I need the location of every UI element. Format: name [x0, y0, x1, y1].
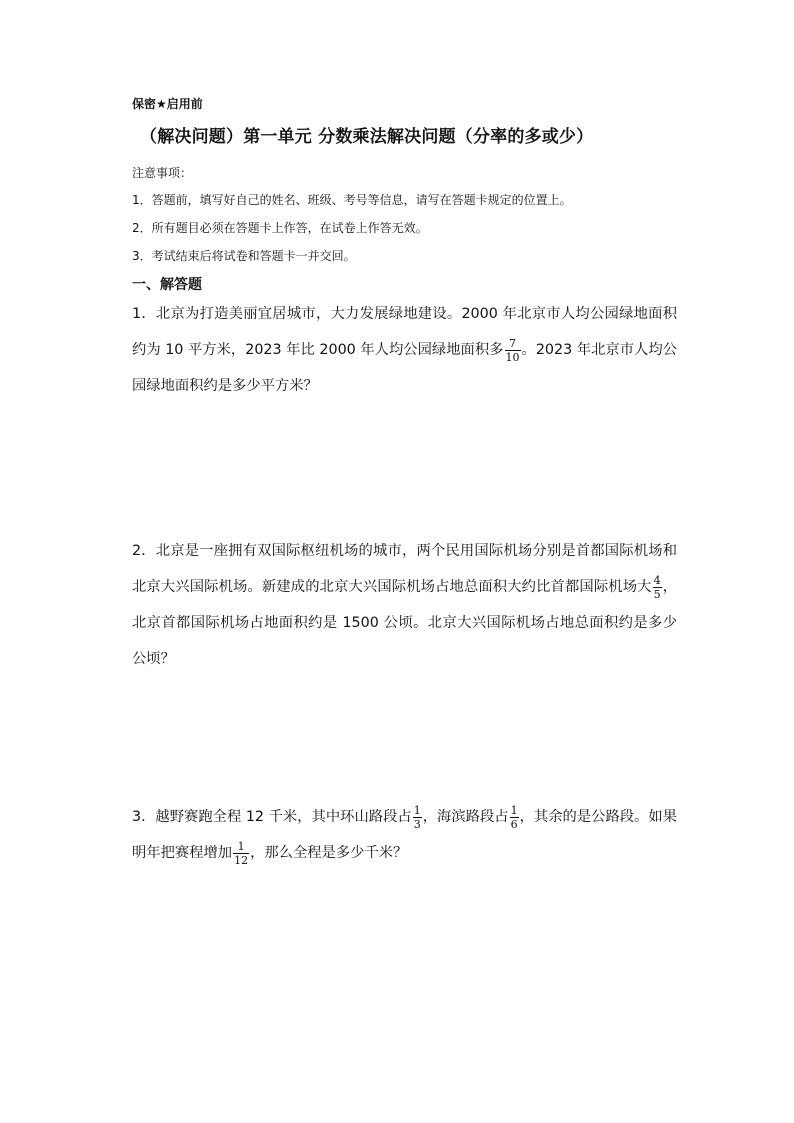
- page-title: （解决问题）第一单元 分数乘法解决问题（分率的多或少）: [140, 127, 594, 147]
- fraction-denominator: 10: [505, 350, 520, 364]
- notice-item-3: 3．考试结束后将试卷和答题卡一并交回。: [132, 249, 356, 263]
- fraction-denominator: 3: [413, 817, 421, 831]
- notice-item-2: 2．所有题目必须在答题卡上作答，在试卷上作答无效。: [132, 221, 428, 235]
- fraction-denominator: 5: [653, 587, 661, 601]
- question-2-text-b: ，北京首都国际机场占地面积约是 1500 公顷。北京大兴国际机场占地总面积约是多少公顷？: [132, 579, 678, 667]
- fraction-numerator: 7: [509, 336, 516, 350]
- question-3-text-b: ，海滨路段占: [422, 809, 509, 825]
- question-3-text-a: 3．越野赛跑全程 12 千米，其中环山路段占: [132, 809, 412, 825]
- question-2: [132, 533, 677, 677]
- fraction-numerator: 1: [413, 803, 421, 817]
- fraction-denominator: 12: [234, 853, 249, 867]
- question-1: [132, 296, 677, 404]
- question-3-text-d: ，那么全程是多少千米？: [250, 845, 408, 861]
- notice-item-1: 1．答题前，填写好自己的姓名、班级、考号等信息，请写在答题卡规定的位置上。: [132, 193, 572, 207]
- question-1-text-b: 。2023 年北京市人均公园绿地面积约是多少平方米？: [132, 342, 677, 394]
- question-2-text-a: 2．北京是一座拥有双国际枢纽机场的城市，两个民用国际机场分别是首都国际机场和北京大兴国际机场。新建成的北京大兴国际机场占地总面积大约比首都国际机场大: [132, 543, 677, 595]
- fraction: [653, 574, 662, 601]
- fraction-numerator: 1: [237, 839, 245, 853]
- secret-label: 保密★启用前: [132, 97, 203, 111]
- fraction: [505, 337, 521, 364]
- fraction-numerator: 1: [510, 803, 518, 817]
- question-3-text-c: ，其余的是公路段。如果明年把赛程增加: [132, 809, 678, 861]
- fraction: [510, 804, 519, 831]
- section-title: 一、解答题: [132, 277, 202, 293]
- fraction: [413, 804, 422, 831]
- fraction: [233, 840, 249, 867]
- notice-heading: 注意事项：: [132, 166, 193, 180]
- question-1-text-a: 1．北京为打造美丽宜居城市，大力发展绿地建设。2000 年北京市人均公园绿地面积约为 10 平方米，2023 年比 2000 年人均公园绿地面积多: [132, 306, 677, 358]
- question-3: [132, 799, 677, 871]
- fraction-numerator: 4: [653, 573, 661, 587]
- fraction-denominator: 6: [510, 817, 518, 831]
